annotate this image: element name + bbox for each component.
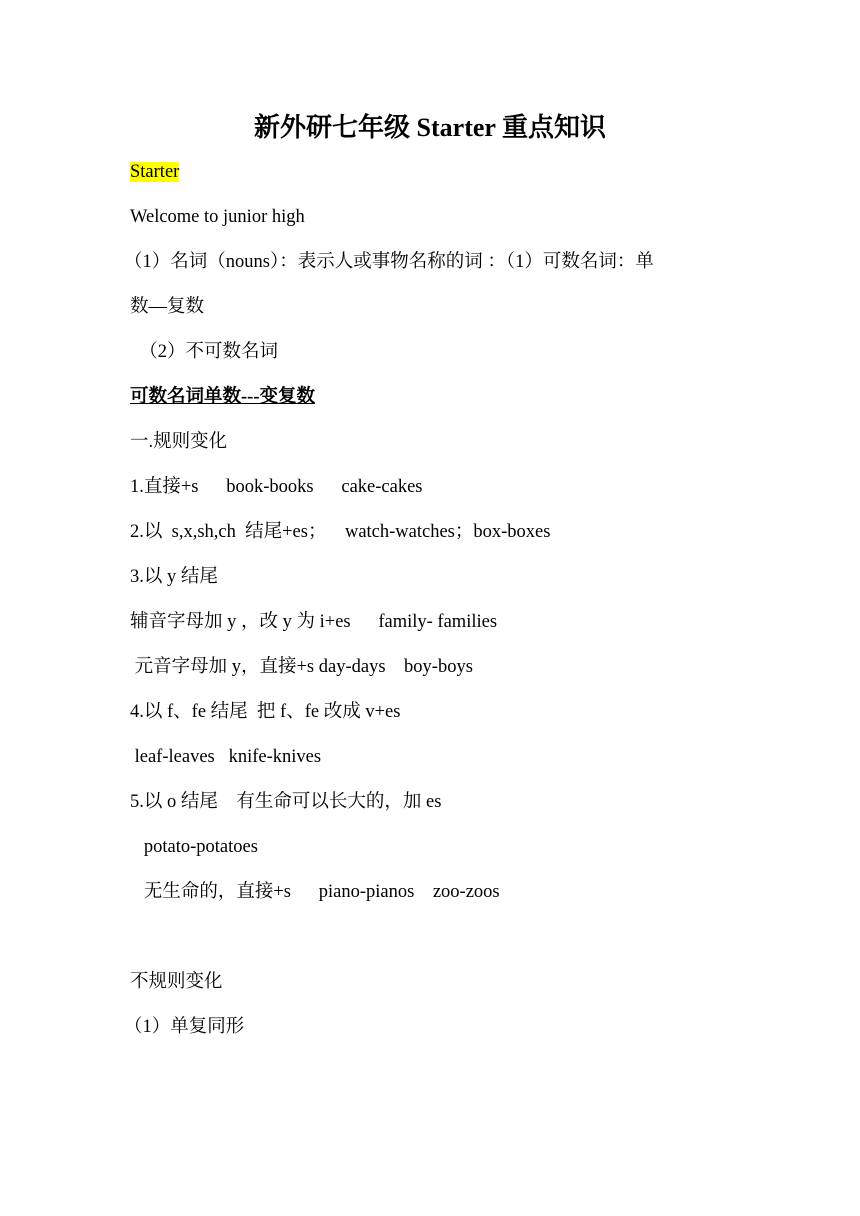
text-line: （2）不可数名词 — [130, 342, 279, 362]
text-line: potato-potatoes — [130, 837, 258, 857]
document-title: 新外研七年级 Starter 重点知识 — [254, 113, 606, 142]
text-line: leaf-leaves knife-knives — [130, 747, 322, 767]
text-line: 4.以 f、fe 结尾 把 f、fe 改成 v+es — [130, 702, 401, 722]
text-line: 辅音字母加 y ，改 y 为 i+es family- families — [130, 612, 498, 632]
text-line: 无生命的，直接+s piano-pianos zoo-zoos — [130, 882, 500, 902]
section-heading-starter — [130, 158, 179, 186]
text-line: 不规则变化 — [130, 972, 223, 992]
text-line: 数—复数 — [130, 297, 205, 317]
text-line: 一.规则变化 — [130, 432, 228, 452]
text-line: 3.以 y 结尾 — [130, 567, 218, 587]
text-line: （1）单复同形 — [124, 1017, 245, 1037]
text-line: （1）名词（nouns）：表示人或事物名称的词 ：（1）可数名词：单 — [124, 252, 654, 272]
highlighted-text: Starter — [130, 162, 180, 182]
text-line: Welcome to junior high — [130, 207, 305, 227]
text-line: 5.以 o 结尾 有生命可以长大的，加 es — [130, 792, 442, 812]
subheading: 可数名词单数---变复数 — [130, 387, 315, 407]
text-line: 元音字母加 y，直接+s day-days boy-boys — [130, 657, 473, 677]
text-line: 2.以 s,x,sh,ch 结尾+es； watch-watches；box-boxes — [130, 522, 551, 542]
text-line: 1.直接+s book-books cake-cakes — [130, 477, 423, 497]
